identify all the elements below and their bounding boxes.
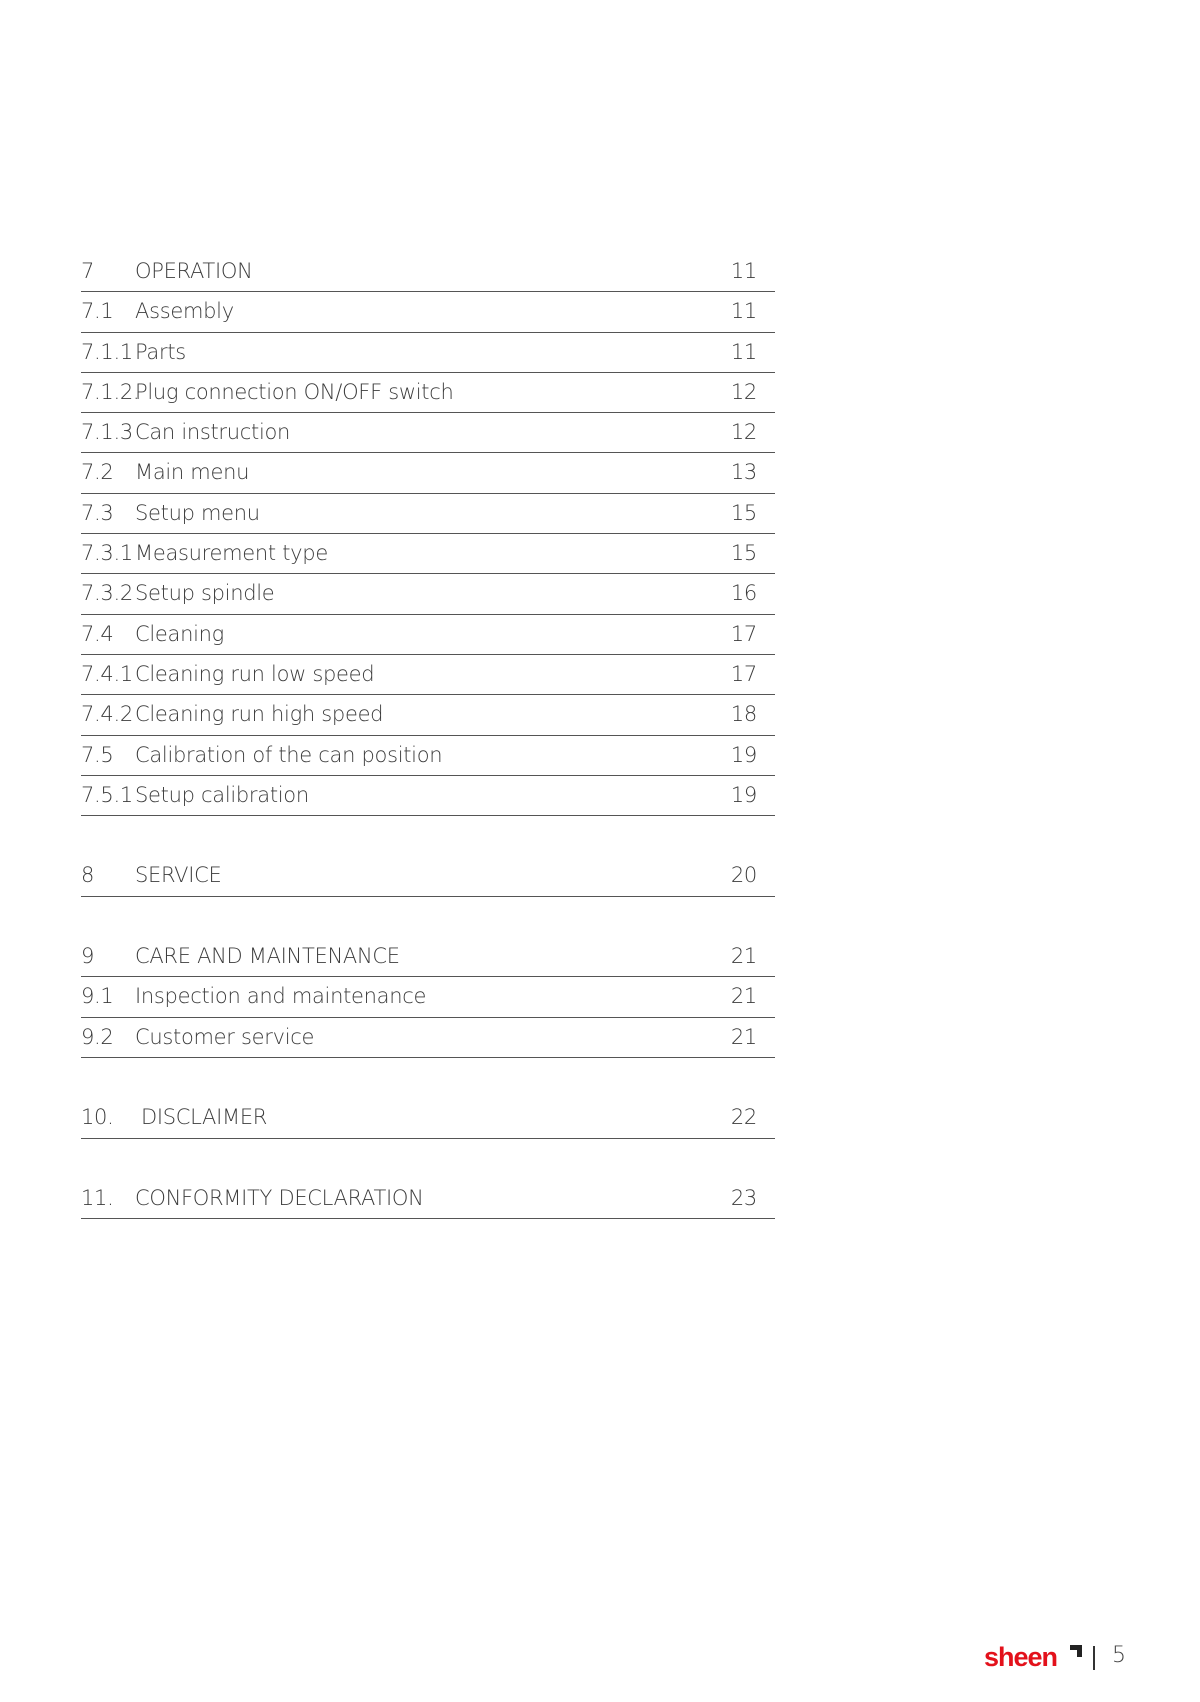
- toc-entry[interactable]: [81, 1098, 775, 1138]
- toc-entry[interactable]: [81, 373, 775, 413]
- toc-number: 7.1.1: [81, 339, 133, 364]
- toc-page-number: 18: [730, 702, 757, 727]
- toc-title: Plug connection ON/OFF switch: [135, 379, 454, 404]
- toc-entry[interactable]: [81, 333, 775, 373]
- toc-title: Inspection and maintenance: [135, 984, 427, 1009]
- toc-title: Parts: [135, 339, 186, 364]
- toc-title: Cleaning run low speed: [135, 661, 375, 686]
- toc-entry[interactable]: [81, 776, 775, 816]
- toc-title: Measurement type: [135, 541, 328, 566]
- toc-page-number: 17: [730, 621, 757, 646]
- sheen-logo: sheen: [984, 1642, 1058, 1672]
- toc-page-number: 17: [730, 661, 757, 686]
- toc-page-number: 21: [730, 984, 757, 1009]
- toc-number: 9.2: [81, 1024, 114, 1049]
- toc-title: Setup calibration: [135, 782, 309, 807]
- toc-entry[interactable]: [81, 453, 775, 493]
- toc-page-number: 12: [730, 420, 757, 445]
- toc-number: 11.: [81, 1185, 114, 1210]
- toc-title: CARE AND MAINTENANCE: [135, 944, 400, 969]
- toc-number: 9.1: [81, 984, 114, 1009]
- toc-page-number: 11: [730, 339, 757, 364]
- toc-number: 8: [81, 863, 95, 888]
- toc-entry[interactable]: [81, 695, 775, 735]
- toc-number: 7.1: [81, 299, 114, 324]
- toc-page-number: 21: [730, 1024, 757, 1049]
- toc-page-number: 11: [730, 259, 757, 283]
- toc-title: SERVICE: [135, 863, 222, 888]
- toc-number: 7.1.2.: [81, 379, 140, 404]
- toc-entry[interactable]: [81, 937, 775, 977]
- toc-page-number: 12: [730, 379, 757, 404]
- toc-entry[interactable]: [81, 574, 775, 614]
- toc-page-number: 13: [730, 460, 757, 485]
- toc-page-number: 19: [730, 782, 757, 807]
- toc-number: 7.2: [81, 460, 114, 485]
- toc-title: Cleaning: [135, 621, 224, 646]
- toc-page-number: 15: [730, 541, 757, 566]
- toc-page-number: 16: [730, 581, 757, 606]
- toc-page-number: 20: [730, 863, 757, 888]
- toc-title: Cleaning run high speed: [135, 702, 384, 727]
- toc-entry[interactable]: [81, 1179, 775, 1219]
- toc-entry[interactable]: [81, 292, 775, 332]
- table-of-contents: [81, 252, 775, 1219]
- toc-entry[interactable]: [81, 1018, 775, 1058]
- toc-title: OPERATION: [135, 259, 253, 283]
- toc-number: 7.5: [81, 742, 114, 767]
- toc-number: 7.3: [81, 500, 114, 525]
- toc-title: Setup spindle: [135, 581, 275, 606]
- toc-title: CONFORMITY DECLARATION: [135, 1185, 424, 1210]
- toc-entry[interactable]: [81, 856, 775, 896]
- toc-entry[interactable]: [81, 252, 775, 292]
- toc-title: Main menu: [135, 460, 250, 485]
- toc-entry[interactable]: [81, 413, 775, 453]
- toc-title: Setup menu: [135, 500, 260, 525]
- toc-title: Calibration of the can position: [135, 742, 443, 767]
- toc-title: Assembly: [135, 299, 234, 324]
- toc-entry[interactable]: [81, 615, 775, 655]
- toc-page-number: 22: [730, 1105, 757, 1130]
- toc-number: 7.4.1: [81, 661, 133, 686]
- toc-title: Customer service: [135, 1024, 315, 1049]
- toc-page-number: 23: [730, 1185, 757, 1210]
- toc-entry[interactable]: [81, 494, 775, 534]
- toc-page-number: 21: [730, 944, 757, 969]
- toc-title: Can instruction: [135, 420, 291, 445]
- toc-page-number: 19: [730, 742, 757, 767]
- page-number: 5: [1112, 1643, 1126, 1668]
- toc-page-number: 15: [730, 500, 757, 525]
- footer-divider: [1093, 1646, 1095, 1670]
- toc-number: 7.1.3: [81, 420, 133, 445]
- toc-number: 7.5.1: [81, 782, 133, 807]
- toc-entry[interactable]: [81, 655, 775, 695]
- toc-entry[interactable]: [81, 977, 775, 1017]
- toc-entry[interactable]: [81, 534, 775, 574]
- toc-page-number: 11: [730, 299, 757, 324]
- logo-arrow-icon: [1070, 1645, 1082, 1657]
- toc-number: 7.4: [81, 621, 114, 646]
- toc-number: 7: [81, 259, 95, 283]
- toc-number: 10.: [81, 1105, 114, 1130]
- toc-number: 7.3.2: [81, 581, 133, 606]
- toc-title: DISCLAIMER: [141, 1105, 268, 1130]
- toc-entry[interactable]: [81, 736, 775, 776]
- toc-number: 7.3.1: [81, 541, 133, 566]
- toc-number: 7.4.2: [81, 702, 133, 727]
- toc-number: 9: [81, 944, 95, 969]
